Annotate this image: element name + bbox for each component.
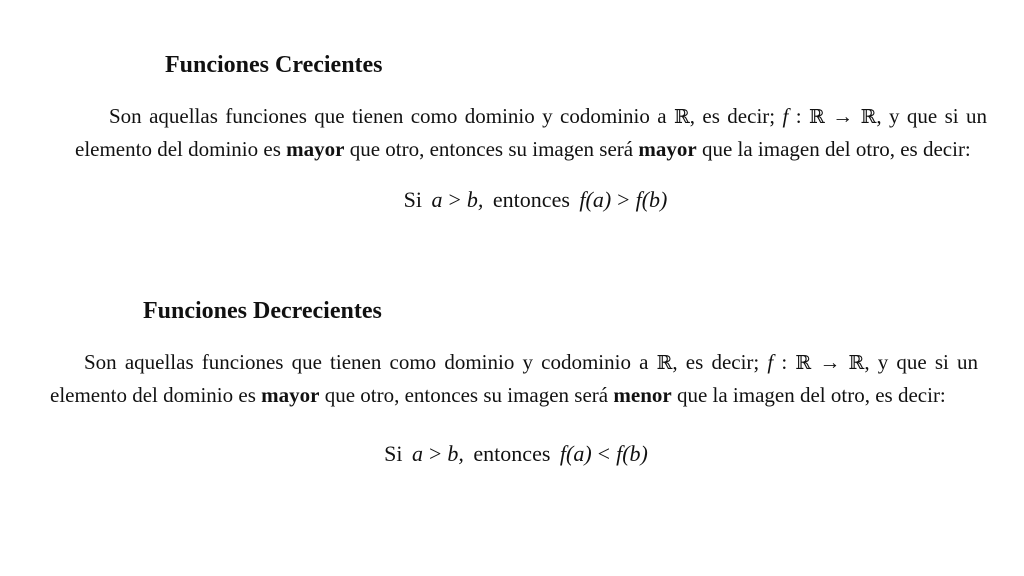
formula-entonces: entonces <box>492 187 570 212</box>
reals-symbol: ℝ <box>860 106 877 128</box>
formula-fa: f(a) <box>579 187 612 212</box>
reals-symbol: ℝ <box>848 352 865 374</box>
formula-var-b: b, <box>447 441 464 466</box>
formula-fb: f(b) <box>616 441 648 466</box>
formula <box>75 187 987 213</box>
formula-operator: > <box>448 187 461 212</box>
math-arrow: → <box>811 350 849 374</box>
section-funciones-decrecientes <box>50 294 978 467</box>
math-arrow: → <box>824 104 861 128</box>
reals-symbol: ℝ <box>673 106 690 128</box>
reals-symbol: ℝ <box>656 352 673 374</box>
formula-var-b: b, <box>466 187 484 212</box>
paragraph-text: , es decir; <box>689 104 783 128</box>
formula-fb: f(b) <box>635 187 668 212</box>
paragraph-text: que otro, entonces su imagen será <box>344 137 639 161</box>
paragraph-text: , es decir; <box>672 350 768 374</box>
formula-fa: f(a) <box>559 441 592 466</box>
bold-word: mayor <box>286 137 345 161</box>
reals-symbol: ℝ <box>795 352 812 374</box>
section-heading: Funciones Decrecientes <box>143 298 382 324</box>
formula-var-a: a <box>412 441 423 466</box>
paragraph-text: Son aquellas funciones que tienen como dominio y codominio a <box>84 350 657 374</box>
reals-symbol: ℝ <box>808 106 825 128</box>
paragraph-text: , y que si un elemento del dominio es <box>75 104 988 161</box>
formula-si: Si <box>403 187 422 212</box>
math-colon: : <box>788 104 809 128</box>
bold-word: mayor <box>261 383 320 407</box>
section-heading: Funciones Crecientes <box>165 52 383 78</box>
math-function-f: f <box>782 104 789 128</box>
section-funciones-crecientes <box>75 48 987 213</box>
math-function-f: f <box>767 350 774 374</box>
formula-operator: > <box>617 187 630 212</box>
formula-operator: < <box>597 441 611 466</box>
formula-operator: > <box>429 441 442 466</box>
formula <box>50 441 978 467</box>
paragraph-text: que la imagen del otro, es decir: <box>696 137 971 161</box>
section-paragraph <box>75 100 987 165</box>
bold-word: mayor <box>638 137 697 161</box>
section-paragraph <box>50 346 978 411</box>
formula-entonces: entonces <box>473 441 551 466</box>
paragraph-text: que la imagen del otro, es decir: <box>671 383 946 407</box>
math-colon: : <box>773 350 796 374</box>
bold-word: menor <box>613 383 672 407</box>
paragraph-text: Son aquellas funciones que tienen como dominio y codominio a <box>109 104 674 128</box>
paragraph-text: , y que si un elemento del dominio es <box>50 350 979 407</box>
formula-si: Si <box>384 441 403 466</box>
paragraph-text: que otro, entonces su imagen será <box>319 383 614 407</box>
formula-var-a: a <box>431 187 443 212</box>
